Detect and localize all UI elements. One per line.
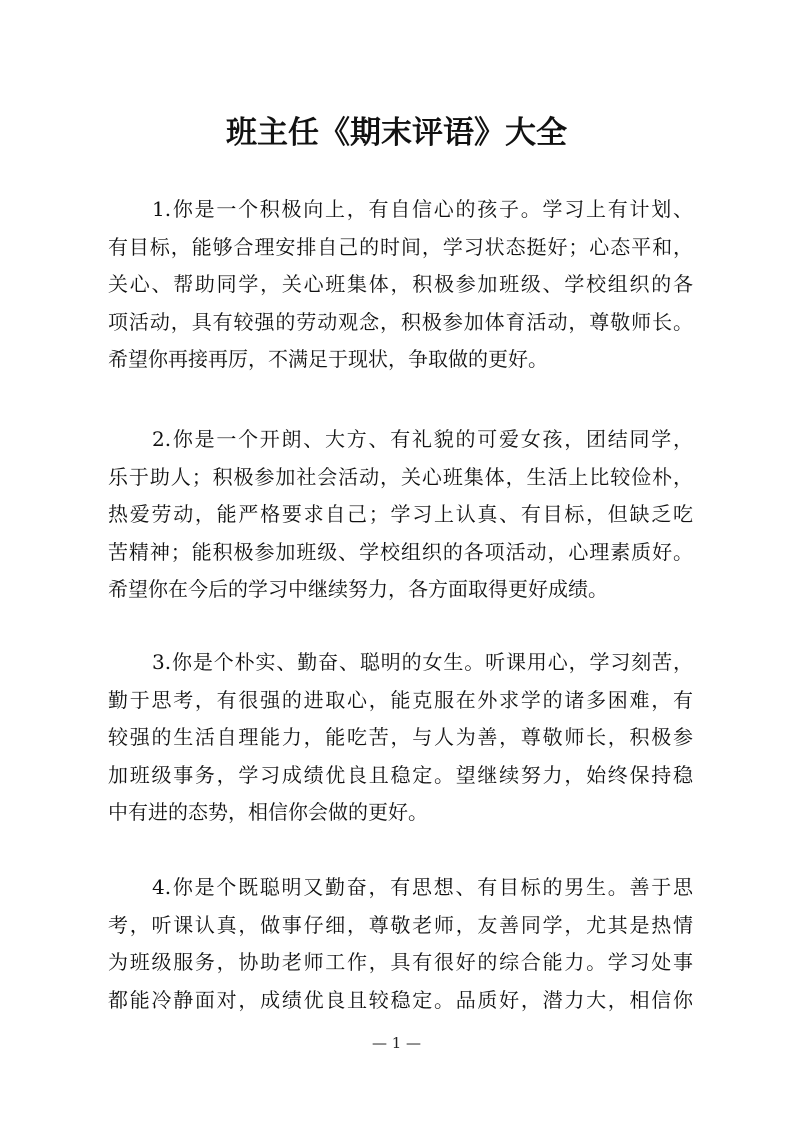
comment-paragraph-2 <box>108 421 693 609</box>
page-number: — 1 — <box>371 1034 422 1052</box>
text-line: 较强的生活自理能力，能吃苦，与人为善，尊敬师长，积极参 <box>108 725 693 749</box>
text-line: 苦精神；能积极参加班级、学校组织的各项活动，心理素质好。 <box>108 539 693 564</box>
document-title: 班主任《期末评语》大全 <box>226 115 567 151</box>
text-line: 2.你是一个开朗、大方、有礼貌的可爱女孩，团结同学， <box>152 427 693 451</box>
comment-paragraph-3 <box>108 644 693 832</box>
comment-paragraph-4 <box>108 869 693 1019</box>
text-line: 加班级事务，学习成绩优良且稳定。望继续努力，始终保持稳 <box>108 762 693 787</box>
text-line: 有目标，能够合理安排自己的时间，学习状态挺好；心态平和， <box>108 234 693 259</box>
text-line: 1.你是一个积极向上，有自信心的孩子。学习上有计划、 <box>152 197 693 221</box>
text-line: 为班级服务，协助老师工作，具有很好的综合能力。学习处事 <box>108 950 693 974</box>
text-line: 希望你在今后的学习中继续努力，各方面取得更好成绩。 <box>108 577 608 601</box>
text-line: 勤于思考，有很强的进取心，能克服在外求学的诸多困难，有 <box>108 687 693 712</box>
text-line: 热爱劳动，能严格要求自己；学习上认真、有目标，但缺乏吃 <box>108 502 693 526</box>
text-line: 项活动，具有较强的劳动观念，积极参加体育活动，尊敬师长。 <box>108 309 693 334</box>
text-line: 考，听课认真，做事仔细，尊敬老师，友善同学，尤其是热情 <box>108 912 693 937</box>
text-line: 4.你是个既聪明又勤奋，有思想、有目标的男生。善于思 <box>152 875 693 899</box>
text-line: 3.你是个朴实、勤奋、聪明的女生。听课用心，学习刻苦， <box>152 650 693 674</box>
text-line: 都能冷静面对，成绩优良且较稳定。品质好，潜力大，相信你 <box>108 987 693 1012</box>
text-line: 希望你再接再厉，不满足于现状，争取做的更好。 <box>108 347 548 371</box>
text-line: 乐于助人；积极参加社会活动，关心班集体，生活上比较俭朴， <box>108 464 693 489</box>
text-line: 关心、帮助同学，关心班集体，积极参加班级、学校组织的各 <box>108 272 693 296</box>
comment-paragraph-1 <box>108 191 693 379</box>
text-line: 中有进的态势，相信你会做的更好。 <box>108 800 428 824</box>
